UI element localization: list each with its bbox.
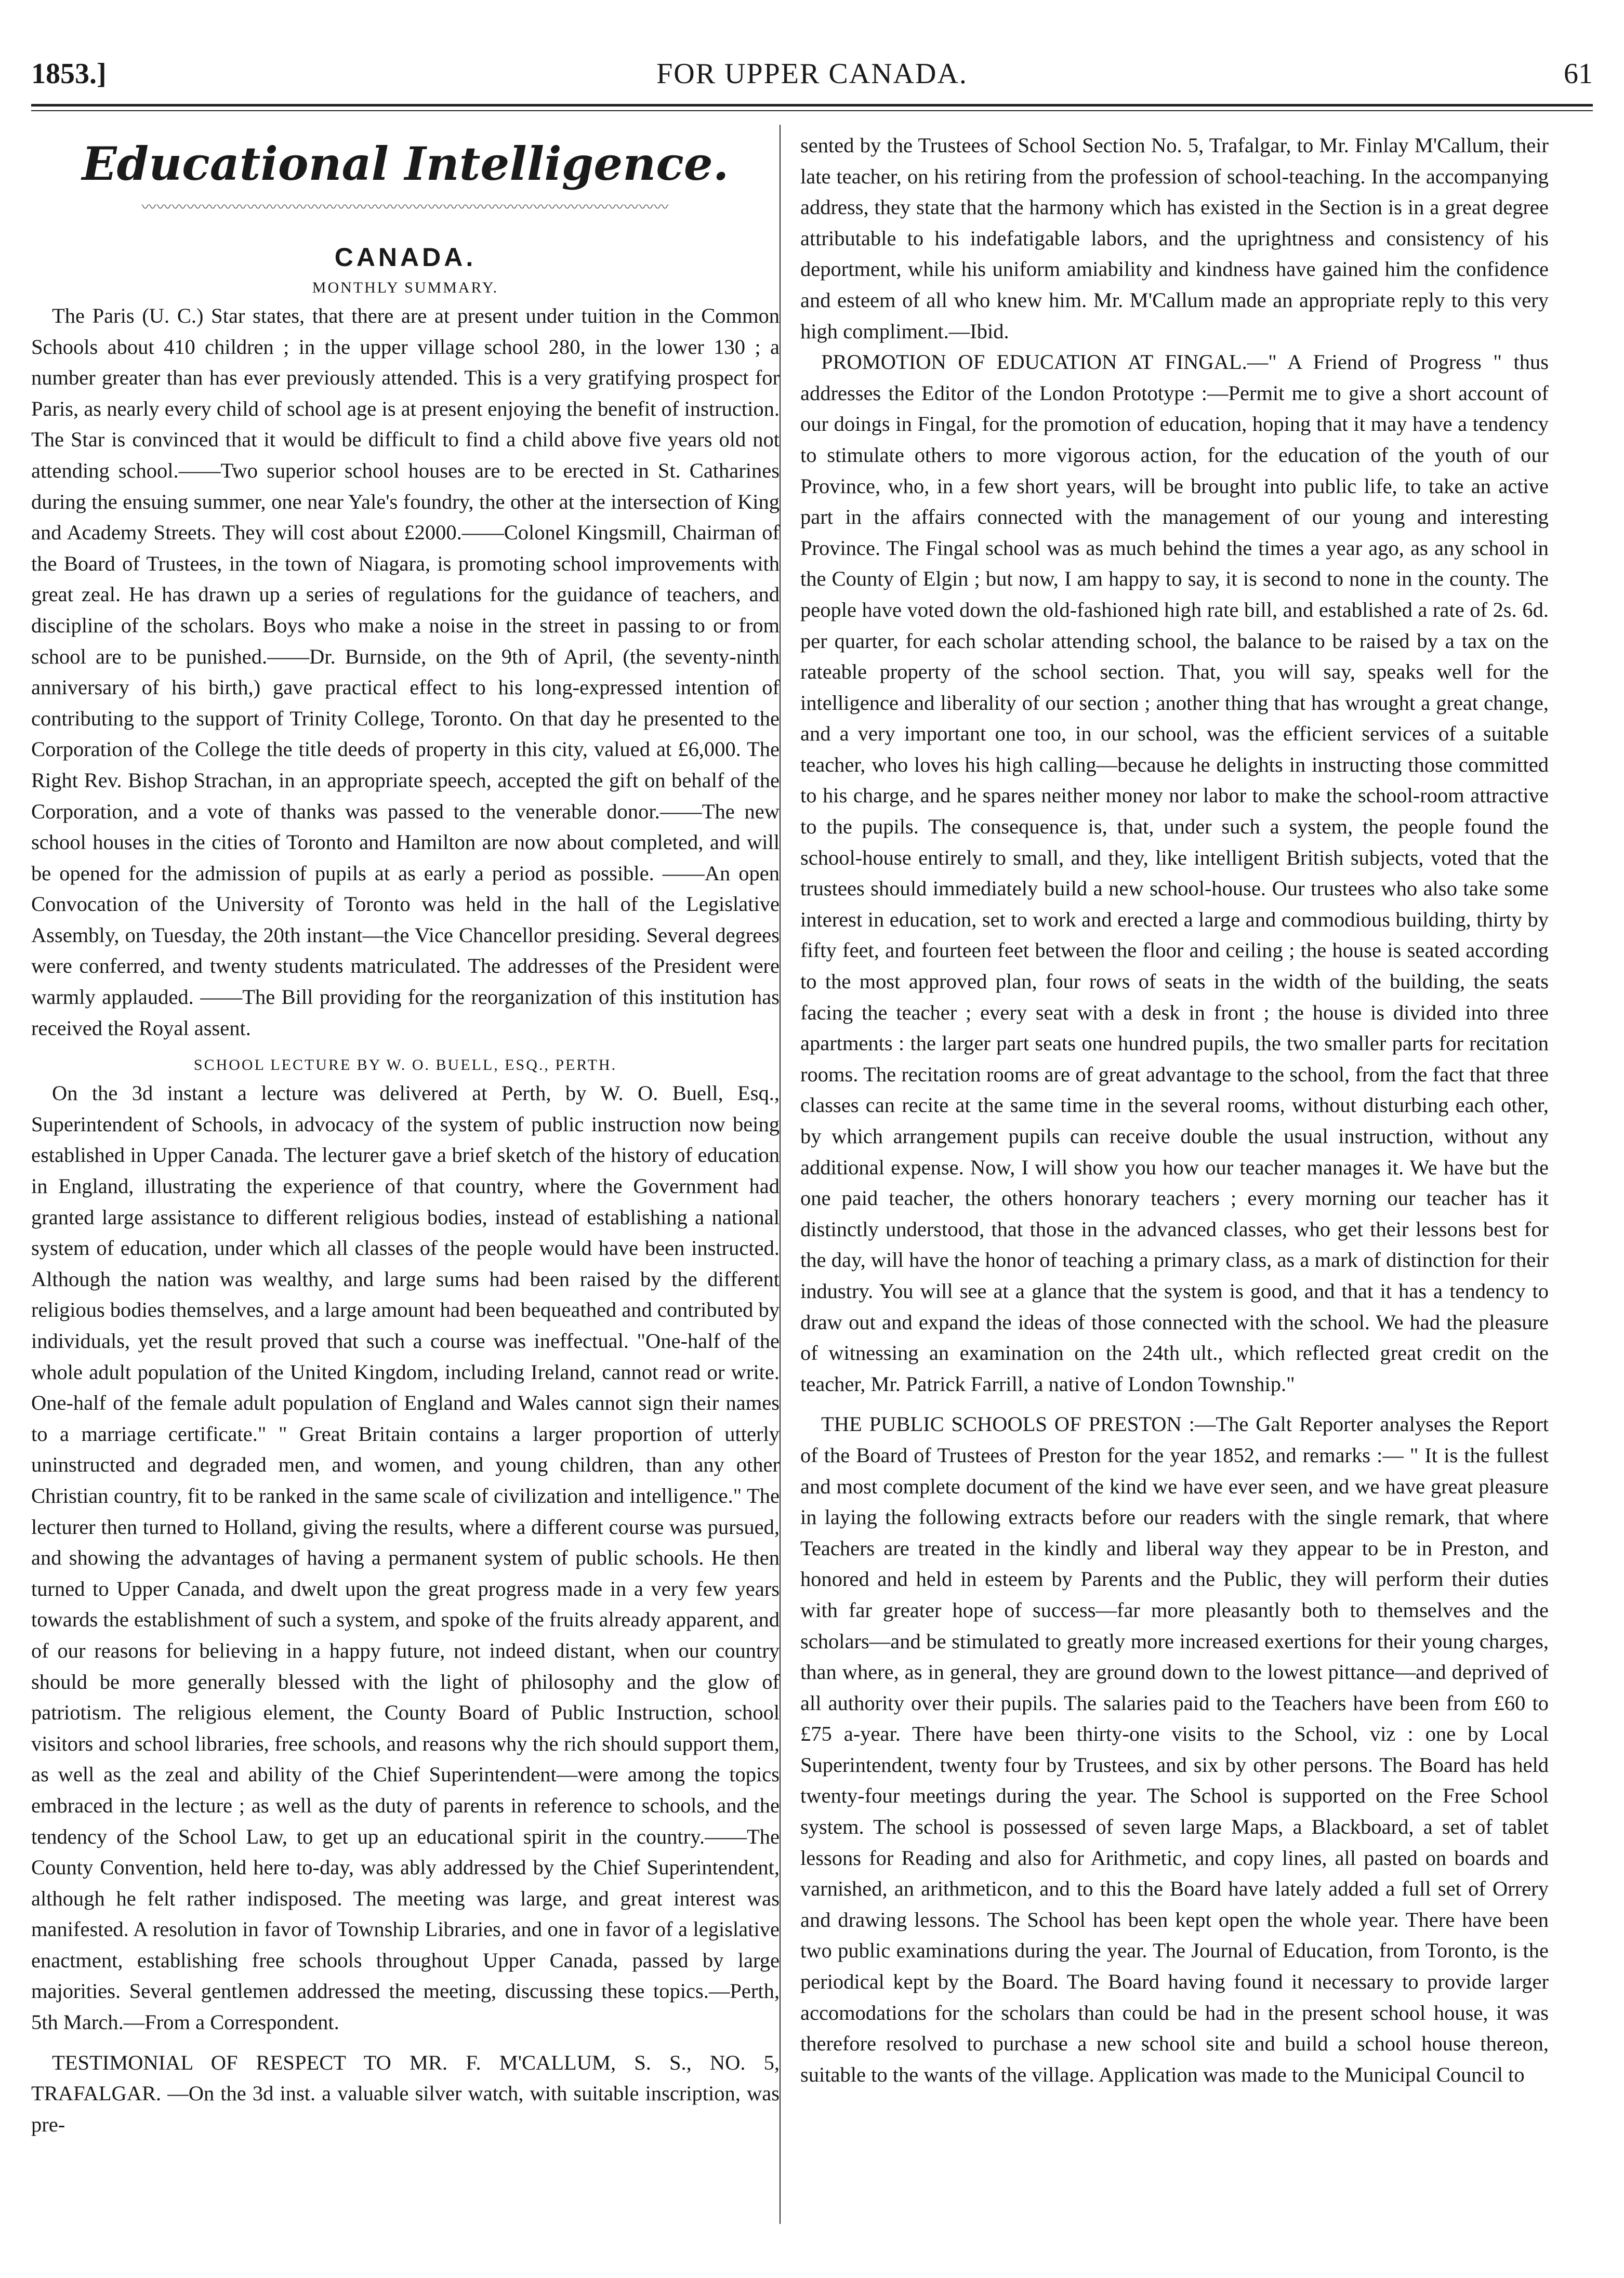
country-heading: CANADA. (334, 243, 477, 272)
page-header (31, 57, 1593, 99)
testimonial-paragraph: TESTIMONIAL OF RESPECT TO MR. F. M'CALLUM, S. S., NO. 5, TRAFALGAR. —On the 3d inst. a valuable silver watch, with suitable inscription, was pre- (31, 2050, 780, 2136)
year-label: 1853.] (31, 58, 107, 90)
page-number: 61 (1564, 58, 1593, 90)
section-title: Educational Intelligence. (82, 137, 729, 191)
lecture-heading: SCHOOL LECTURE BY W. O. BUELL, ESQ., PERTH. (193, 1056, 617, 1074)
monthly-summary-heading: MONTHLY SUMMARY. (312, 279, 499, 296)
right-column (800, 130, 1549, 2090)
left-column (31, 125, 780, 2140)
header-rule-thin (31, 110, 1593, 111)
testimonial-continued-paragraph: sented by the Trustees of School Section No. 5, Trafalgar, to Mr. Finlay M'Callum, their late teacher, on his retiring from the profession of school-teaching. In the accompanying address, they state that the harmony which has existed in the Section is in a great degree attributable to his indefatigable labors, and the uprightness and consistency of his deportment, while his uniform amiability and kindness have gained him the confidence and esteem of all who knew him. Mr. M'Callum made an appropriate reply to this very high compliment.—Ibid. (800, 134, 1549, 343)
column-divider (780, 125, 781, 2224)
monthly-summary-paragraph: The Paris (U. C.) Star states, that there are at present under tuition in the Common Schools about 410 children ; in the upper village school 280, in the lower 130 ; a number greater than has ever previously attended. This is a very gratifying prospect for Paris, as nearly every child of school age is at present enjoying the benefit of instruction. The Star is convinced that it would be difficult to find a child above five years old not attending school.——Two superior school houses are to be erected in St. Catharines during the ensuing summer, one near Yale's foundry, the other at the intersection of King and Academy Streets. They will cost about £2000.——Colonel Kingsmill, Chairman of the Board of Trustees, in the town of Niagara, is promoting school improvements with great zeal. He has drawn up a series of regulations for the guidance of teachers, and discipline of the scholars. Boys who make a noise in the street in passing to or from school are to be punished.——Dr. Burnside, on the 9th of April, (the seventy-ninth anniversary of his birth,) gave practical effect to his long-expressed intention of contributing to the support of Trinity College, Toronto. On that day he presented to the Corporation of the College the title deeds of property in this city, valued at £6,000. The Right Rev. Bishop Strachan, in an appropriate speech, accepted the gift on behalf of the Corporation, and a vote of thanks was passed to the venerable donor.——The new school houses in the cities of Toronto and Hamilton are now about completed, and will be opened for the admission of pupils at as early a period as possible. ——An open Convocation of the University of Toronto was held in the hall of the Legislative Assembly, on Tuesday, the 20th instant—the Vice Chancellor presiding. Several degrees were conferred, and twenty students matriculated. The addresses of the President were warmly applauded. ——The Bill providing for the reorganization of this institution has received the Royal assent. (31, 304, 780, 1040)
header-rule (31, 104, 1593, 107)
preston-paragraph: THE PUBLIC SCHOOLS OF PRESTON :—The Galt Reporter analyses the Report of the Board of Trustees of Preston for the year 1852, and remarks :— " It is the fullest and most complete document of the kind we have ever seen, and we have great pleasure in laying the following extracts before our readers with the single remark, that where Teachers are treated in the kindly and liberal way they appear to be in Preston, and honored and held in esteem by Parents and the Public, they will perform their duties with far greater hope of success—far more pleasantly both to themselves and the scholars—and be stimulated to greatly more increased exertions for their young charges, than where, as in general, they are ground down to the lowest pittance—and deprived of all authority over their pupils. The salaries paid to the Teachers have been from £60 to £75 a-year. There have been thirty-one visits to the School, viz : one by Local Superintendent, twenty four by Trustees, and six by other persons. The Board has held twenty-four meetings during the year. The School is supported on the Free School system. The school is possessed of seven large Maps, a Blackboard, a set of tablet lessons for Reading and also for Arithmetic, and copy lines, all pasted on boards and varnished, an arithmeticon, and to this the Board have lately added a full set of Orrery and drawing lessons. The School has been kept open the whole year. There have been two public examinations during the year. The Journal of Education, from Toronto, is the periodical kept by the Board. The Board having found it necessary to provide larger accomodations for the scholars than could be had in the present school house, it was therefore resolved to purchase a new school site and build a school house thereon, suitable to the wants of the village. Application was made to the Municipal Council to (800, 1412, 1549, 2086)
ornamental-rule: 〰〰〰〰〰〰〰〰〰〰〰〰〰〰〰〰〰〰〰〰〰〰〰〰〰〰〰〰〰〰〰〰〰〰〰 (141, 200, 669, 216)
running-title: FOR UPPER CANADA. (656, 58, 968, 90)
fingal-paragraph: PROMOTION OF EDUCATION AT FINGAL.—" A Friend of Progress " thus addresses the Editor of the London Prototype :—Permit me to give a short account of our doings in Fingal, for the promotion of education, hoping that it may have a tendency to stimulate others to more vigorous action, for the education of the youth of our Province, who, in a few short years, will be brought into public life, to take an active part in the affairs connected with the management of our young and interesting Province. The Fingal school was as much behind the times a year ago, as any school in the County of Elgin ; but now, I am happy to say, it is second to none in the county. The people have voted down the old-fashioned high rate bill, and established a rate of 2s. 6d. per quarter, for each scholar attending school, the balance to be raised by a tax on the rateable property of the school section. That, you will say, speaks well for the intelligence and liberality of our section ; another thing that has wrought a great change, and a very important one too, in our school, was the efficient services of a suitable teacher, who loves his high calling—because he delights in instructing those committed to his charge, and he spares neither money nor labor to make the school-room attractive to the pupils. The consequence is, that, under such a system, the people found the school-house entirely to small, and they, like intelligent British subjects, voted that the trustees should immediately build a new school-house. Our trustees who also take some interest in education, set to work and erected a large and commodious building, thirty by fifty feet, and fourteen feet between the floor and ceiling ; the house is seated according to the most approved plan, four rows of seats in the width of the building, the seats facing the teacher ; every seat with a desk in front ; the house is divided into three apartments : the larger part seats one hundred pupils, the two smaller parts for recitation rooms. The recitation rooms are of great advantage to the school, from the fact that three classes can recite at the same time in the several rooms, without disturbing each other, by which arrangement pupils can receive double the usual instruction, without any additional expense. Now, I will show you how our teacher manages it. We have but the one paid teacher, the others honorary teachers ; every morning our teacher has it distinctly understood, that those in the advanced classes, who get their lessons best for the day, will have the honor of teaching a primary class, as a mark of distinction for their industry. You will see at a glance that the system is good, and that it has a tendency to draw out and expand the ideas of those connected with the school. We had the pleasure of witnessing an examination on the 24th ult., which reflected great credit on the teacher, Mr. Patrick Farrill, a native of London Township." (800, 350, 1549, 1396)
lecture-paragraph: On the 3d instant a lecture was delivered at Perth, by W. O. Buell, Esq., Superintendent of Schools, in advocacy of the system of public instruction now being established in Upper Canada. The lecturer gave a brief sketch of the history of education in England, illustrating the experience of that country, where the Government had granted large assistance to different religious bodies, instead of establishing a national system of education, under which all classes of the people would have been instructed. Although the nation was wealthy, and large sums had been raised by the different religious bodies themselves, and a large amount had been bequeathed and contributed by individuals, yet the result proved that such a course was ineffectual. "One-half of the whole adult population of the United Kingdom, including Ireland, cannot read or write. One-half of the female adult population of England and Wales cannot sign their names to a marriage certificate." " Great Britain contains a larger proportion of utterly uninstructed and degraded men, and women, and young children, than any other Christian country, fit to be ranked in the same scale of civilization and intelligence." The lecturer then turned to Holland, giving the results, where a different course was pursued, and showing the advantages of having a permanent system of public schools. He then turned to Upper Canada, and dwelt upon the great progress made in a very few years towards the establishment of such a system, and spoke of the fruits already apparent, and of our reasons for believing in a happy future, not indeed distant, when our country should be more generally blessed with the light of philosophy and the glow of patriotism. The religious element, the County Board of Public Instruction, school visitors and school libraries, free schools, and reasons why the rich should support them, as well as the zeal and ability of the Chief Superintendent—were among the topics embraced in the lecture ; as well as the duty of parents in reference to schools, and the tendency of the School Law, to get up an educational spirit in the country.——The County Convention, held here to-day, was ably addressed by the Chief Superintendent, although he felt rather indisposed. The meeting was large, and great interest was manifested. A resolution in favor of Township Libraries, and one in favor of a legislative enactment, establishing free schools throughout Upper Canada, passed by large majorities. Several gentlemen addressed the meeting, discussing these topics.—Perth, 5th March.—From a Correspondent. (31, 1081, 780, 2034)
